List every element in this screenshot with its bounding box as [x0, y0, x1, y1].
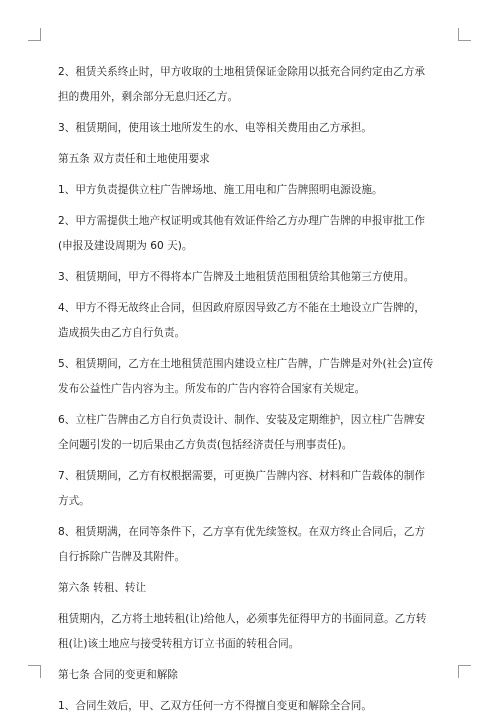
text-line: 2、租赁关系终止时，甲方收取的土地租赁保证金除用以抵充合同约定由乙方承: [58, 66, 425, 78]
crop-mark-top-left: [28, 28, 41, 41]
section-heading: [58, 147, 440, 172]
text-line: 方式。: [58, 495, 90, 507]
paragraph: [58, 265, 440, 290]
crop-mark-bottom-left: [28, 665, 41, 678]
paragraph: [58, 60, 440, 110]
text-line: 4、甲方不得无故终止合同，但因政府原因导致乙方不能在土地设立广告牌的，: [58, 302, 425, 314]
text-line: 造成损失由乙方自行负责。: [58, 327, 186, 339]
paragraph: [58, 607, 440, 657]
text-line: 3、租赁期间，甲方不得将本广告牌及土地租赁范围租赁给其他第三方使用。: [58, 271, 415, 283]
paragraph: [58, 464, 440, 514]
text-line: 3、租赁期间，使用该土地所发生的水、电等相关费用由乙方承担。: [58, 122, 372, 134]
section-heading: [58, 663, 440, 688]
text-line: 租赁期内，乙方将土地转租(让)给他人，必须事先征得甲方的书面同意。乙方转: [58, 613, 427, 625]
paragraph: [58, 352, 440, 402]
text-line: 全问题引发的一切后果由乙方负责(包括经济责任与刑事责任)。: [58, 439, 353, 451]
text-line: 租(让)该土地应与接受转租方订立书面的转租合同。: [58, 638, 300, 650]
paragraph: [58, 408, 440, 458]
paragraph: [58, 296, 440, 346]
text-line: 8、租赁期满，在同等条件下，乙方享有优先续签权。在双方终止合同后，乙方: [58, 526, 425, 538]
paragraph: [58, 209, 440, 259]
text-line: 第六条 转租、转让: [58, 582, 147, 594]
paragraph: [58, 178, 440, 203]
crop-mark-top-right: [458, 28, 471, 41]
text-line: 自行拆除广告牌及其附件。: [58, 551, 186, 563]
text-line: 6、立柱广告牌由乙方自行负责设计、制作、安装及定期维护，因立柱广告牌安: [58, 414, 425, 426]
section-heading: [58, 576, 440, 601]
paragraph: [58, 116, 440, 141]
text-line: 2、甲方需提供土地产权证明或其他有效证件给乙方办理广告牌的申报审批工作: [58, 215, 425, 227]
text-line: 1、甲方负责提供立柱广告牌场地、施工用电和广告牌照明电源设施。: [58, 184, 383, 196]
document-body: [58, 60, 440, 725]
text-line: 第七条 合同的变更和解除: [58, 669, 178, 681]
text-line: 1、合同生效后，甲、乙双方任何一方不得擅自变更和解除全合同。: [58, 700, 372, 712]
text-line: 第五条 双方责任和土地使用要求: [58, 153, 210, 165]
paragraph: [58, 520, 440, 570]
text-line: 7、租赁期间，乙方有权根据需要，可更换广告牌内容、材料和广告载体的制作: [58, 470, 425, 482]
text-line: (申报及建设周期为 60 天)。: [58, 240, 193, 252]
crop-mark-bottom-right: [458, 665, 471, 678]
text-line: 5、租赁期间，乙方在土地租赁范围内建设立柱广告牌，广告牌是对外(社会)宣传: [58, 358, 434, 370]
text-line: 发布公益性广告内容为主。所发布的广告内容符合国家有关规定。: [58, 383, 366, 395]
text-line: 担的费用外，剩余部分无息归还乙方。: [58, 91, 239, 103]
